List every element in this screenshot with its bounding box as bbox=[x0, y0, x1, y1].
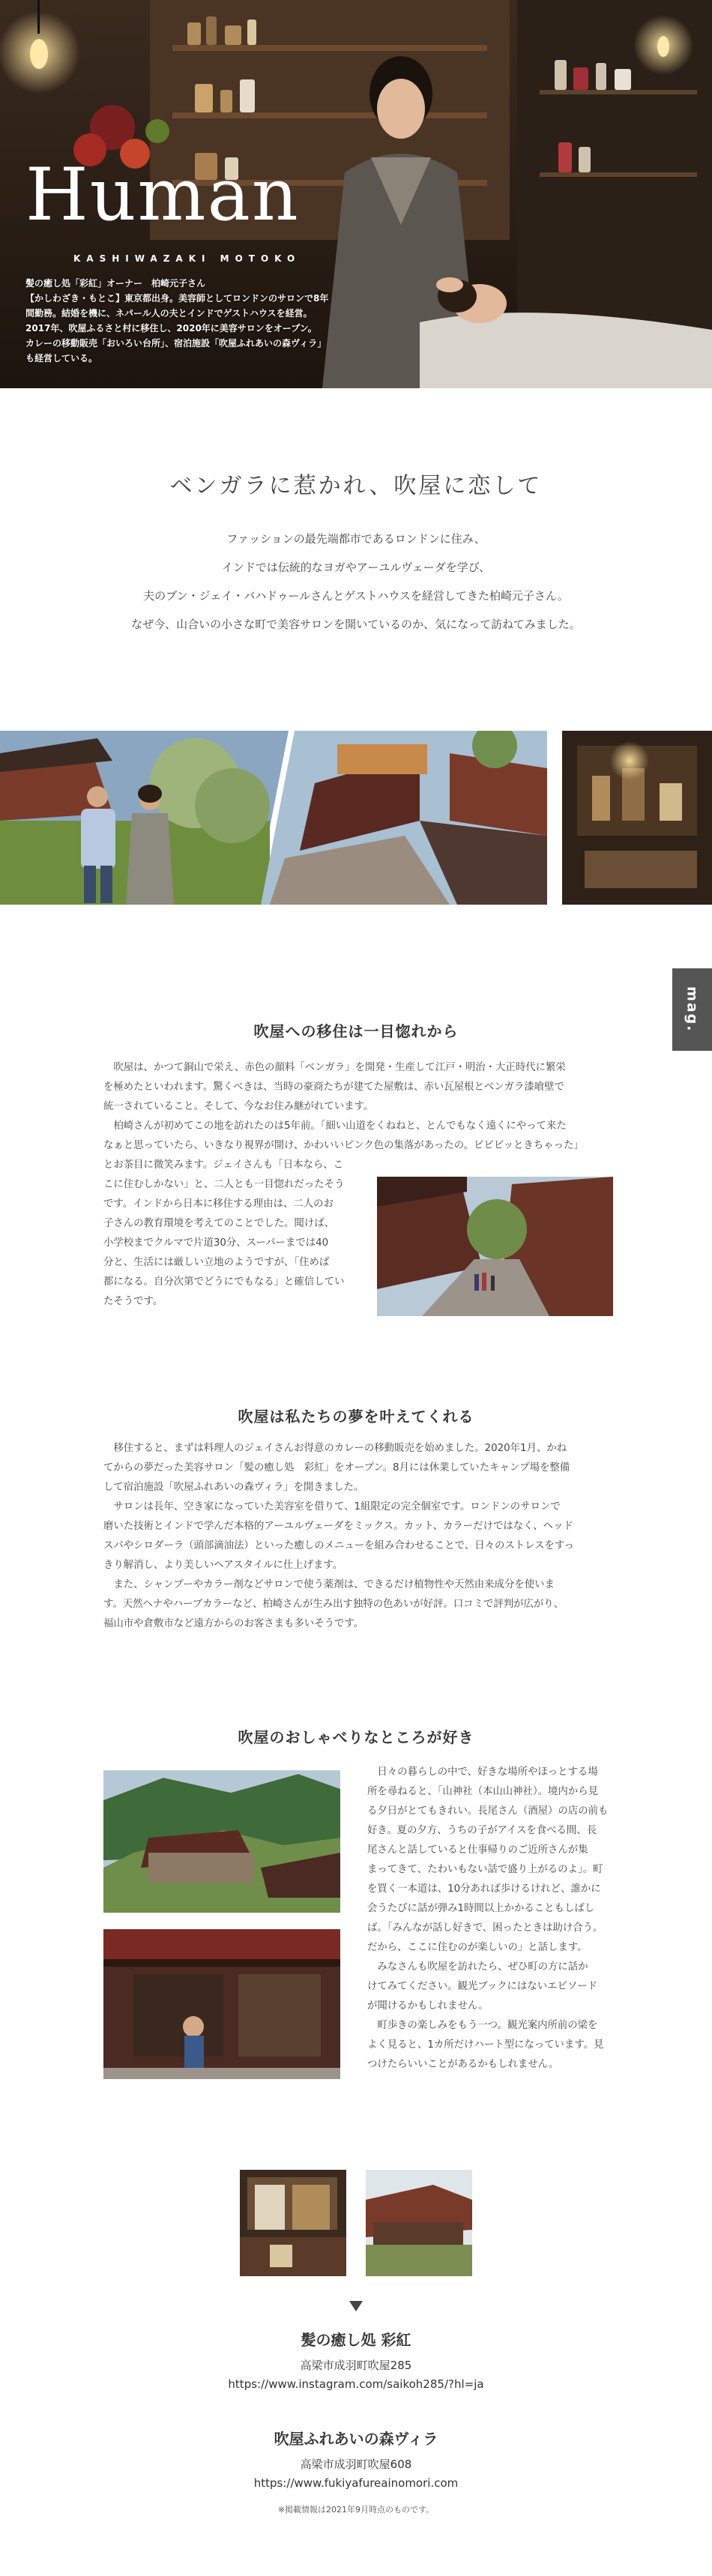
hero-caption-line: 【かしわざき・もとこ】東京都出身。美容師としてロンドンのサロンで8年 bbox=[25, 293, 329, 304]
village-street-photo bbox=[377, 1177, 613, 1316]
section2-line: す。天然ヘナやハーブカラーなど、柏崎さんが生み出す独特の色あいが好評。口コミで評判が広がり、 bbox=[103, 1599, 564, 1610]
section3-line: けてみてください。観光ブックにはないエピソード bbox=[367, 1981, 598, 1992]
hero-caption-line: も経営している。 bbox=[25, 353, 98, 364]
hero-caption-line: 2017年、吹屋ふるさと村に移住し、2020年に美容サロンをオープン。 bbox=[25, 323, 317, 334]
section3-line: ば。「みんなが話し好きで、困ったときは助け合う。 bbox=[367, 1922, 603, 1934]
shop2-address: 高梁市成羽町吹屋608 bbox=[300, 2458, 412, 2471]
section3-line: 日々の暮らしの中で、好きな場所やほっとする場 bbox=[367, 1767, 598, 1778]
section3-line: が聞けるかもしれません。 bbox=[367, 2000, 489, 2012]
section3-line: 所を尋ねると、「山神社（本山山神社）。境内から見 bbox=[367, 1786, 598, 1797]
section2-line: てからの夢だった美容サロン「髪の癒し処 彩紅」をオープン。8月には休業していたキャンプ場を整備 bbox=[103, 1462, 570, 1473]
section2-body bbox=[103, 1439, 621, 1634]
hero-subtitle: KASHIWAZAKI MOTOKO bbox=[73, 253, 301, 264]
section3-line: つけたらいいことがあるかもしれません。 bbox=[367, 2059, 559, 2070]
section1-line: たそうです。 bbox=[103, 1296, 163, 1307]
section3-line: みなさんも吹屋を訪れたら、ぜひ町の方に話か bbox=[367, 1961, 588, 1973]
section1-para-wrap bbox=[103, 1156, 362, 1312]
section2-line: また、シャンプーやカラー剤などサロンで使う薬剤は、できるだけ植物性や天然由来成分を使いま bbox=[103, 1579, 555, 1590]
intro-title: ベンガラに惹かれ、吹屋に恋して bbox=[169, 473, 543, 499]
shop2-name: 吹屋ふれあいの森ヴィラ bbox=[274, 2430, 438, 2448]
section2-title: 吹屋は私たちの夢を叶えてくれる bbox=[238, 1408, 474, 1426]
shrine-view-photo bbox=[103, 1770, 340, 1913]
section3-line: 町歩きの楽しみをもう一つ。観光案内所前の梁を bbox=[367, 2020, 598, 2031]
section1-line: 子さんの教育環境を考えてのことでした。聞けば、 bbox=[103, 1218, 334, 1229]
salon-interior-photo bbox=[562, 731, 712, 905]
section3-line: 会うたびに話が弾み1時間以上かかることもしばし bbox=[367, 1903, 595, 1914]
section1-title: 吹屋への移住は一目惚れから bbox=[253, 1022, 459, 1040]
section1-line: 柏崎さんが初めてこの地を訪れたのは5年前。「細い山道をくねねと、とんでもなく遠くにやって来た bbox=[103, 1120, 567, 1132]
section3-line: る夕日がとてもきれい。長尾さん（酒屋）の店の前も bbox=[367, 1806, 609, 1817]
section3-line: よく見ると、1カ所だけハート型になっています。見 bbox=[367, 2039, 604, 2051]
arrow-down-icon bbox=[349, 2301, 363, 2311]
shop1-address: 高梁市成羽町吹屋285 bbox=[300, 2359, 412, 2372]
intro-line: インドでは伝統的なヨガやアーユルヴェーダを学び、 bbox=[221, 561, 491, 574]
section2-line: サロンは長年、空き家になっていた美容室を借りて、1組限定の完全個室です。ロンドンのサロンで bbox=[103, 1501, 561, 1512]
section1-line: 小学校までクルマで片道30分、スーパーまでは40 bbox=[103, 1237, 329, 1249]
couple-photo bbox=[0, 731, 289, 905]
hero-title: Human bbox=[25, 153, 300, 237]
section1-line: 統一されていること。そして、今なお住み継がれています。 bbox=[103, 1101, 374, 1112]
section2-line: 磨いた技術とインドで学んだ本格的アーユルヴェーダをミックス。カット、カラーだけではなく、ヘッド bbox=[103, 1521, 573, 1532]
hero-caption-line: カレーの移動販売「おいろい台所」、宿泊施設「吹屋ふれあいの森ヴィラ」 bbox=[25, 338, 327, 349]
shop1-name: 髪の癒し処 彩紅 bbox=[301, 2331, 411, 2349]
intro-line: ファッションの最先端都市であるロンドンに住み、 bbox=[226, 532, 486, 546]
section2-line: きり解消し、より美しいヘアスタイルに仕上げます。 bbox=[103, 1560, 343, 1571]
section1-line: なぁと思っていたら、いきなり視界が開け、かわいいピンク色の集落があったの。ビビビッときちゃった」 bbox=[103, 1140, 584, 1151]
section1-line: 都になる。自分次第でどうにでもなる」と確信してい bbox=[103, 1276, 345, 1288]
shop1-url-link[interactable]: https://www.instagram.com/saikoh285/?hl=ja bbox=[228, 2377, 484, 2391]
intro-line: なぜ今、山合いの小さな町で美容サロンを開いているのか、気になって訪ねてみました。 bbox=[131, 618, 581, 631]
section3-title: 吹屋のおしゃべりなところが好き bbox=[238, 1728, 474, 1746]
sake-shop-photo bbox=[103, 1929, 340, 2079]
section2-line: して宿泊施設「吹屋ふれあいの森ヴィラ」を開きました。 bbox=[103, 1482, 364, 1493]
section3-line: 尾さんと話していると仕事帰りのご近所さんが集 bbox=[367, 1844, 588, 1856]
section1-line: 吹屋は、かつて銅山で栄え、赤色の顔料「ベンガラ」を開発・生産して江戸・明治・大正時代に繁栄 bbox=[103, 1062, 566, 1073]
intro-line: 夫のブン・ジェイ・バハドゥールさんとゲストハウスを経営してきた柏崎元子さん。 bbox=[143, 589, 569, 603]
mag-tab[interactable]: mag. bbox=[672, 968, 712, 1051]
section2-line: 福山市や倉敷市など遠方からのお客さまも多いそうです。 bbox=[103, 1618, 364, 1629]
villa-photo bbox=[366, 2170, 472, 2276]
section1-line: こに住むしかない」と、二人とも一目惚れだったそう bbox=[103, 1179, 345, 1190]
salon-storefront-photo bbox=[240, 2170, 346, 2276]
section1-para-full bbox=[103, 1058, 613, 1156]
section1-line: 分と、生活には厳しい立地のようですが、「住めば bbox=[103, 1257, 330, 1268]
section3-line: まってきて、たわいもない話で盛り上がるのよ」。町 bbox=[367, 1864, 603, 1875]
info-note: ※掲載情報は2021年9月時点のものです。 bbox=[277, 2505, 435, 2515]
hero-photo bbox=[0, 0, 712, 388]
section1-line: です。インドから日本に移住する理由は、二人のお bbox=[103, 1198, 334, 1210]
section2-line: スパやシロダーラ（頭部滴油法）といった癒しのメニューを組み合わせることで、日々のストレスをすっ bbox=[103, 1540, 574, 1551]
section3-line: 好き。夏の夕方、うちの子がアイスを食べる間、長 bbox=[367, 1825, 597, 1836]
section2-line: 移住すると、まずは料理人のジェイさんお得意のカレーの移動販売を始めました。2020年1月、かね bbox=[103, 1443, 567, 1454]
hero-caption-line: 髪の癒し処「彩紅」オーナー 柏崎元子さん bbox=[25, 278, 206, 289]
section3-line: だから、ここに住むのが楽しいの」と話します。 bbox=[367, 1942, 588, 1953]
hero-caption bbox=[25, 276, 333, 366]
intro-body bbox=[0, 525, 712, 639]
section1-line: とお茶目に微笑みます。ジェイさんも「日本なら、こ bbox=[103, 1159, 344, 1171]
section1-line: を極めたといわれます。驚くべきは、当時の豪商たちが建てた屋敷は、赤い瓦屋根とベンガラ漆喰壁で bbox=[103, 1082, 564, 1093]
town-street-photo bbox=[261, 731, 547, 905]
photo-strip bbox=[0, 731, 712, 905]
section3-line: を買く一本道は、10分あれば歩けるけれど、誰かに bbox=[367, 1883, 601, 1895]
shop2-url-link[interactable]: https://www.fukiyafureainomori.com bbox=[253, 2476, 459, 2490]
section3-body bbox=[367, 1763, 626, 2075]
hero-caption-line: 間勤務。結婚を機に、ネパール人の夫とインドでゲストハウスを経営。 bbox=[25, 308, 313, 319]
